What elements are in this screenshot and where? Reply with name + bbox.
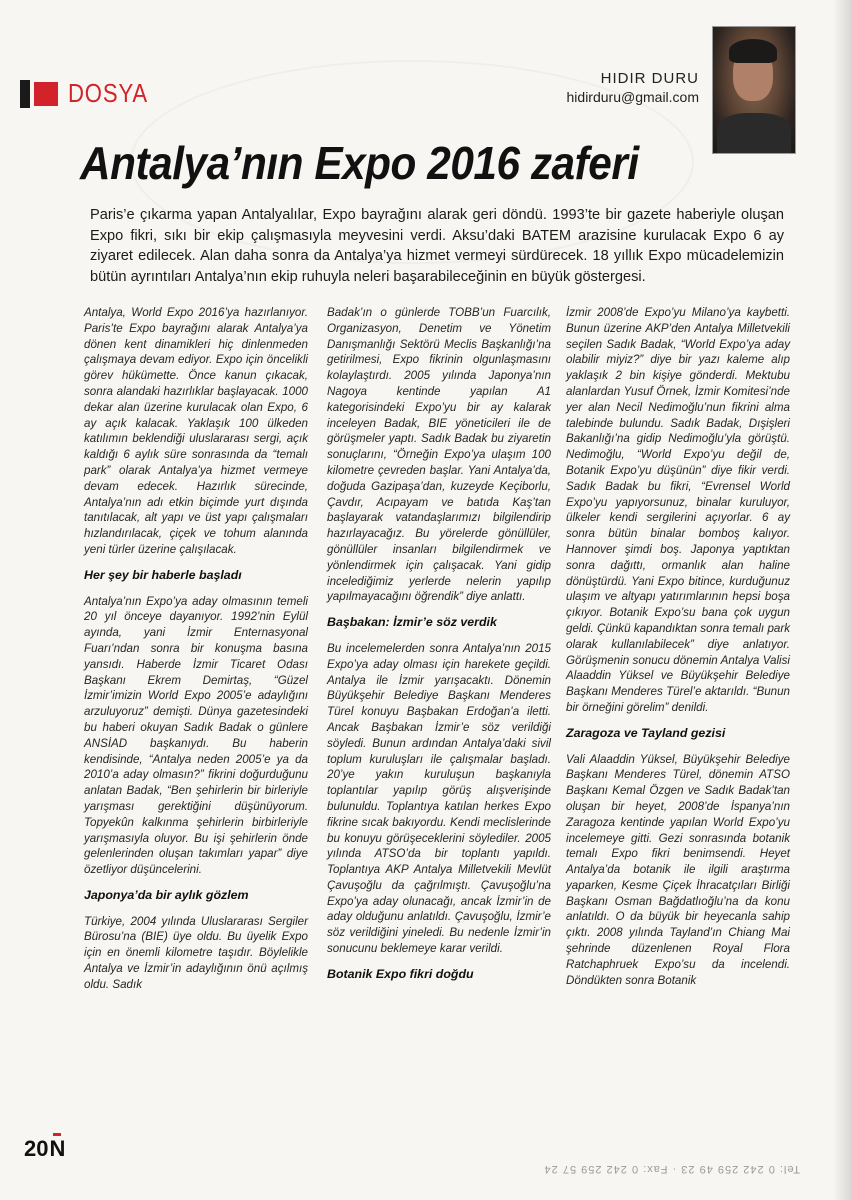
author-name: HIDIR DURU [600, 70, 699, 87]
section-bar-icon [20, 80, 30, 108]
paragraph: Vali Alaaddin Yüksel, Büyükşehir Belediye Başkanı Menderes Türel, dönemin ATSO Başkanı Kemal Özgen ve Sadık Badak’tan oluşan bir heyet, 2008’de İspanya’nın Zaragoza kentinde yapılan World Expo’yu incelemeye gitti. Gezi sonrasında botanik temalı Expo fikri benimsendi. Heyet Antalya’da botanik ile ilgili araştırma yaparken, Kesme Çiçek İhracatçıları Birliği Başkanı Osman Bağdatlıoğlu’na da konu anlatıldı. O da büyük bir heyecanla sahip çıktı. 2008 yılında Tayland’ın Chiang Mai şehrinde düzenlenen Royal Flora Ratchaphruek Expo’su da incelendi. Döndükten sonra Botanik [566, 752, 790, 987]
photo-shoulders [717, 113, 791, 153]
section-square-icon [34, 82, 58, 106]
page-number [24, 1136, 65, 1162]
photo-hair [729, 39, 777, 63]
subheading: Zaragoza ve Tayland gezisi [566, 725, 726, 740]
subheading: Başbakan: İzmir’e söz verdik [327, 615, 497, 630]
author-email[interactable]: hidirduru@gmail.com [566, 89, 699, 105]
article-column-2 [327, 305, 551, 993]
section-label: DOSYA [68, 78, 148, 108]
magazine-logo [49, 1136, 65, 1162]
author-block [567, 70, 699, 105]
article-lead: Paris’e çıkarma yapan Antalyalılar, Expo bayrağını alarak geri döndü. 1993’te bir gazete haberiyle oluşan Expo fikri, sıkı bir ekip çalışmasıyla meyvesini verdi. Aksu’daki BATEM arazisine kurulacak Expo 6 ay ziyaret edilecek. Alan daha sonra da Antalya’ya hizmet vermeyi sürdürecek. 18 yıllık Expo mücadelemizin bütün ayrıntıları Antalya’nın ekip ruhuyla neleri başarabileceğinin en büyük göstergesi. [90, 207, 784, 285]
article-headline: Antalya’nın Expo 2016 zaferi [80, 137, 639, 189]
paragraph: İzmir 2008’de Expo’yu Milano’ya kaybetti. Bunun üzerine AKP’den Antalya Milletvekili seçilen Sadık Badak, “World Expo’ya aday olabilir miyiz?” diye bir yazı kaleme alıp yaklaşık 2 bin kişiye gönderdi. Mektubu alanlardan Yusuf Örnek, İzmir Komitesi’nde yer alan Necil Nedimoğlu’nun fikrini alma talebinde bulundu. Sadık Badak, Dışişleri Bakanlığı’na gidip Nedimoğlu’yla görüştü. Nedimoğlu, “World Expo’yu değil de, Botanik Expo’yu düşünün” diye fikir verdi. Sadık Badak bu fikri, “Evrensel World Expo’yu yapıyorsunuz, binalar kuruluyor, ülkeler kendi sergilerini açıyorlar. 6 ay sonra bütün binalar bomboş kalıyor. Hannover şimdi boş. Japonya yaptıktan sonra dağıttı, ormanlık alan haline dönüştürdü. Yani Expo bitince, kurduğunuz ulaşım ve altyapı yatırımlarının hepsi boşa çıkıyor. Botanik Expo’su bana çok uygun geldi. Çünkü kapandıktan sonra temalı park olarak kullanılabilecek” diye anlatıyor. Görüşmenin sonucu dönemin Antalya Valisi Alaaddin Yüksel ve Büyükşehir Belediye Başkanı Menderes Türel’e aktarıldı. “Bunun bir örneğini görelim” denildi. [566, 306, 790, 714]
paragraph: Antalya’nın Expo’ya aday olmasının temeli 20 yıl önceye dayanıyor. 1992’nin Eylül ayında, yani İzmir Enternasyonal Fuarı’ndan sonra bir konuşma basına yansıdı. Haberde İzmir Ticaret Odası Başkanı Ekrem Demirtaş, “Güzel İzmir’imizin World Expo 2005’e adaylığını arzuluyoruz” demişti. Dünya gazetesindeki bu haberi okuyan Sadık Badak o günlere ANSİAD başkanıydı. Bu haberin kendisinde, “Antalya neden 2005’e ya da 2010’a aday olmasın?” fikrini doğurduğunu anlatan Badak, “Ben şehirlerin bir birleriyle yarışması gerektiğini düşünüyorum. Topyekûn kalkınma şehirlerin birbirleriyle yarışmasıyla oluyor. Bu işi şehirlerin önde gelenlerinden oluşan takımları yapar” diye özetliyor düşüncelerini. [84, 594, 308, 877]
logo-accent-icon [53, 1133, 61, 1136]
paragraph: Badak’ın o günlerde TOBB’un Fuarcılık, Organizasyon, Denetim ve Yönetim Danışmanlığı Sektörü Meclis Başkanlığı’na getirilmesi, Expo fikrinin olgunlaşmasını kolaylaştırdı. 2005 yılında Japonya’nın Nagoya kentinde yapılan A1 kategorisindeki Expo’yu bir ay kalarak inceleyen Badak, BIE yöneticileri ile de görüşmeler yaptı. Sadık Badak bu ziyaretin sonuçlarını, “Örneğin Expo’ya ulaşım 100 kilometre çevreden başlar. Yani Antalya’da, doğuda Gazipaşa’dan, kuzeyde Keçiborlu, Çavdır, Acıpayam ve batıda Kaş’tan başlayarak vatandaşlarımızı bilgilendirip hazırlayacağız. Bu yörelerde gönüllüler, gönüllüler insanları bilgilendirmek ve yönlendirmek için çalışacak. Yani gidip incelediğimiz yerlerde nelerin yapılıp yapılmayacağını öğrendik” diye anlattı. [327, 306, 551, 604]
page-number-value: 20 [24, 1136, 49, 1161]
paragraph: Antalya, World Expo 2016’ya hazırlanıyor. Paris’te Expo bayrağını alarak Antalya’ya dönen kent dinamikleri hiç dinlenmeden çalışmaya devam ediyor. Expo için öncelikli görev hükümette. Önce kanun çıkacak, sonra alandaki hazırlıklar başlayacak. 1000 dekar alan üzerine kurulacak olan Expo, 6 ay açık kalacak. Yaklaşık 100 ülkeden katılımın beklendiği uluslararası sergi, açık kaldığı 6 aylık süre sonrasında da “temalı park” olarak Antalya’ya hizmet vermeye devam edecek. Hazırlık sürecinde, Antalya’nın adı etkin biçimde yurt dışında tanıtılacak, alt yapı ve üst yapı çalışmaları hızlandırılacak, çiçek ve tohum alanında yeni türler üzerine çalışılacak. [84, 306, 308, 556]
paragraph: Türkiye, 2004 yılında Uluslararası Sergiler Bürosu’na (BIE) üye oldu. Bu üyelik Expo için en önemli kilometre taşıdır. Böylelikle Antalya ve İzmir’in adaylığının önü açılmış oldu. Sadık [84, 914, 308, 991]
paragraph: Bu incelemelerden sonra Antalya’nın 2015 Expo’ya aday olması için harekete geçildi. Antalya ile İzmir yarışacaktı. Dönemin Büyükşehir Belediye Başkanı Menderes Türel konuyu Başbakan Erdoğan’a iletti. Ancak Başbakan İzmir’e söz verildiği söyledi. Bunun ardından Antalya’daki sivil toplum kuruluşları ile çalışmalar başladı. 20’ye yakın kuruluşun başkanıyla toplantılar yapılıp görüş alışverişinde bulunuldu. Toplantıya katılan herkes Expo fikrine sıcak bakıyordu. Kendi meclislerinde bu konuyu görüşeceklerini söylediler. 2005 yılında ATSO’da bir toplantı yapıldı. Toplantıya AKP Antalya Milletvekili Mevlüt Çavuşoğlu da çağrılmıştı. Çavuşoğlu’na Expo’ya aday olunacağı, ancak İzmir’in de aday olduğunu anlatıldı. Çavuşoğlu, İzmir’e söz verildiğini yineledi. Bu nedenle İzmir’in sonucunu beklemeye karar verildi. [327, 641, 551, 956]
author-photo [712, 26, 796, 154]
section-tag [20, 78, 162, 109]
subheading: Her şey bir haberle başladı [84, 567, 242, 582]
article-column-3 [566, 305, 790, 998]
footer-contact: Tel: 0 242 259 49 23 · Fax: 0 242 259 57 24 [543, 1163, 800, 1175]
article-column-1 [84, 305, 308, 1003]
magazine-mark: N [49, 1136, 66, 1161]
page-edge [833, 0, 851, 1200]
subheading: Botanik Expo fikri doğdu [327, 966, 474, 981]
subheading: Japonya’da bir aylık gözlem [84, 887, 249, 902]
